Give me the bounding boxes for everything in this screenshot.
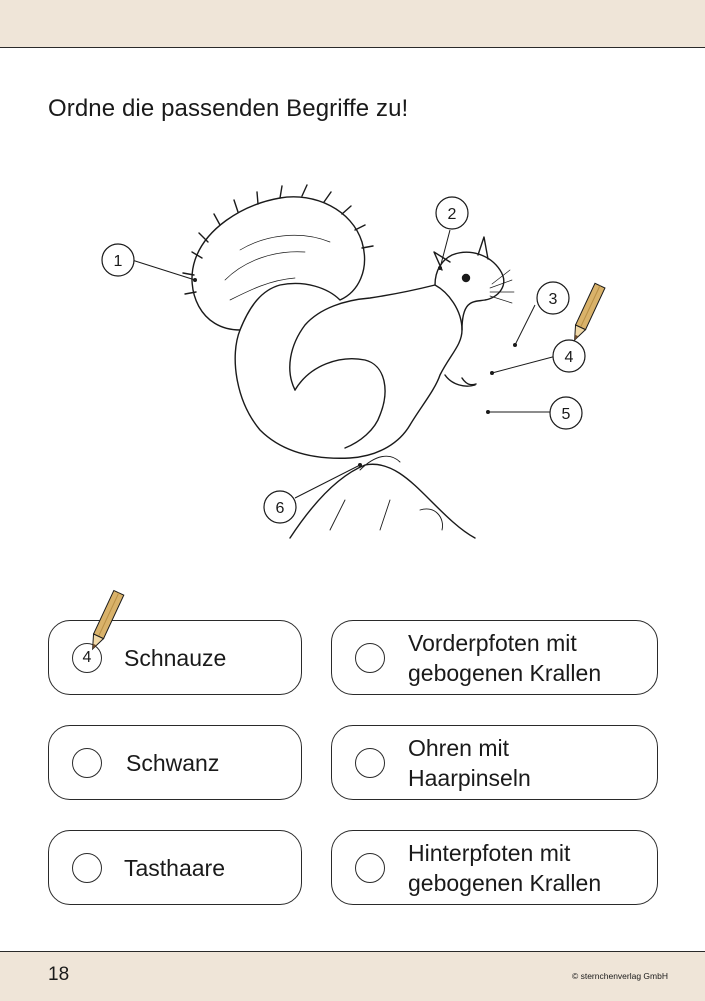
squirrel-body	[235, 285, 462, 458]
card-hinterpfoten	[331, 830, 658, 905]
marker-2	[436, 197, 468, 229]
svg-text:2: 2	[447, 206, 457, 223]
svg-text:6: 6	[275, 500, 285, 517]
label-hinterpfoten: Hinterpfoten mit gebogenen Krallen	[408, 839, 602, 896]
svg-text:3: 3	[548, 291, 558, 308]
answer-circle-ohren[interactable]	[355, 748, 385, 778]
label-tasthaare: Tasthaare	[124, 855, 226, 881]
squirrel-tail	[192, 197, 365, 330]
marker-3	[537, 282, 569, 314]
squirrel-head	[435, 252, 504, 330]
marker-1	[102, 244, 134, 276]
pencil-icon	[80, 575, 140, 650]
instruction-heading: Ordne die passenden Begriffe zu!	[48, 95, 409, 122]
card-vorderpfoten	[331, 620, 658, 695]
card-schwanz	[48, 725, 302, 800]
svg-text:5: 5	[561, 406, 571, 423]
answer-circle-vorderpfoten[interactable]	[355, 643, 385, 673]
footer-band	[0, 951, 705, 1001]
label-schwanz: Schwanz	[126, 750, 220, 776]
answer-circle-tasthaare[interactable]	[72, 853, 102, 883]
copyright-notice: © sternchenverlag GmbH	[571, 971, 668, 981]
label-ohren: Ohren mit Haarpinseln	[408, 734, 531, 791]
branch	[290, 464, 475, 538]
header-band	[0, 0, 705, 48]
svg-text:4: 4	[564, 349, 574, 366]
label-vorderpfoten: Vorderpfoten mit gebogenen Krallen	[408, 629, 602, 686]
marker-4	[553, 340, 585, 372]
card-ohren	[331, 725, 658, 800]
marker-5	[550, 397, 582, 429]
answer-circle-hinterpfoten[interactable]	[355, 853, 385, 883]
squirrel-illustration	[90, 180, 630, 550]
label-schnauze: Schnauze	[124, 645, 227, 671]
page-number: 18	[48, 964, 70, 985]
pencil-icon	[570, 283, 605, 342]
answer-circle-schnauze[interactable]: 4	[72, 643, 102, 673]
svg-text:1: 1	[113, 253, 123, 270]
answer-circle-schwanz[interactable]	[72, 748, 102, 778]
marker-6	[264, 491, 296, 523]
card-tasthaare	[48, 830, 302, 905]
